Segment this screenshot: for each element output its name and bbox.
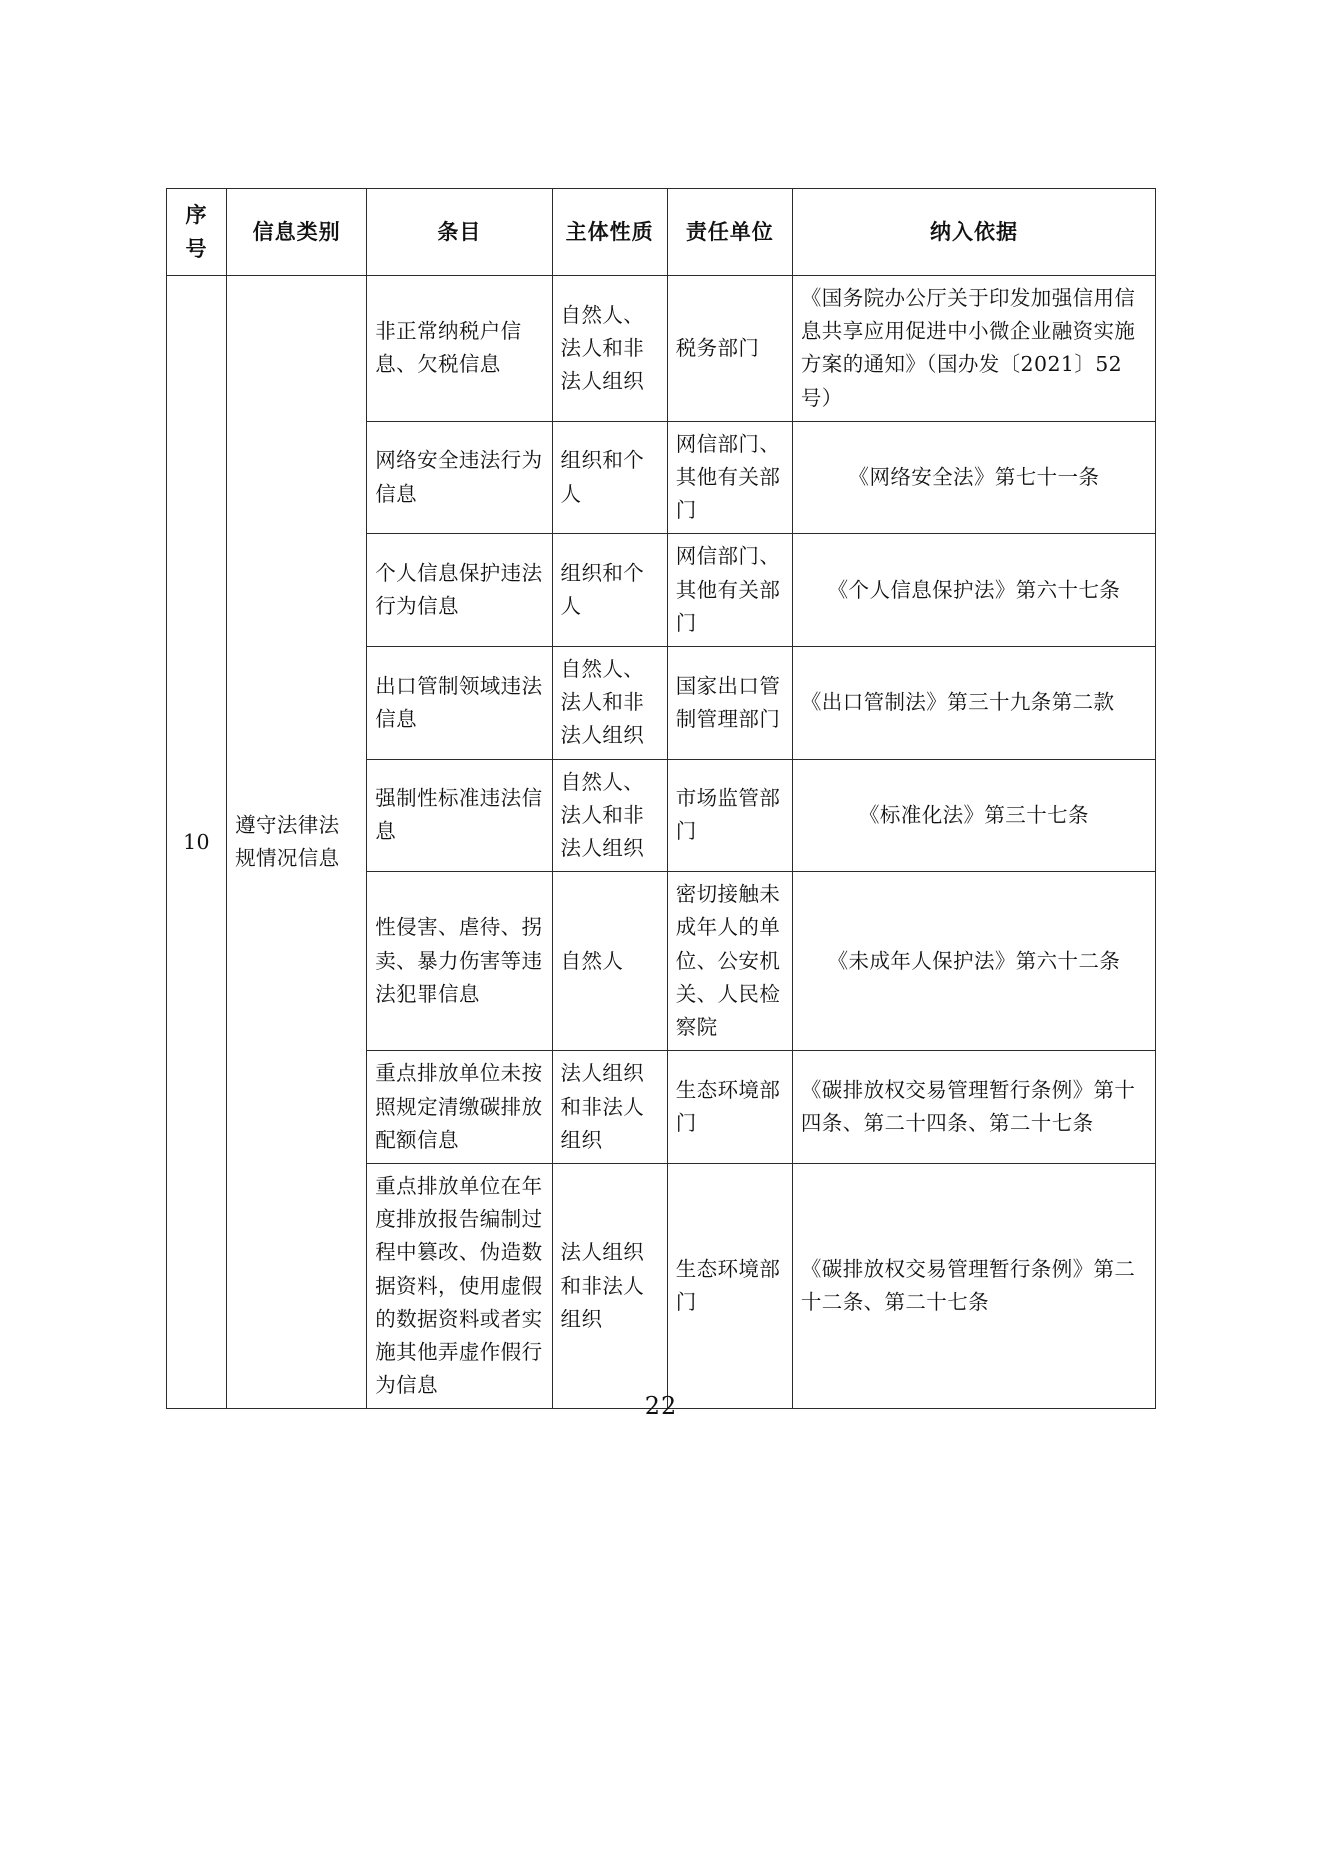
cell-inclusion-basis: 《个人信息保护法》第六十七条 xyxy=(792,534,1155,647)
table-row xyxy=(167,276,1156,422)
cell-sequence-number: 10 xyxy=(167,276,227,1409)
page-number: 22 xyxy=(644,1392,678,1420)
column-header-sequence xyxy=(167,189,227,276)
column-header-subject-nature: 主体性质 xyxy=(552,189,667,276)
cell-responsible-unit: 网信部门、其他有关部门 xyxy=(667,421,792,534)
cell-item: 出口管制领域违法信息 xyxy=(367,647,552,760)
cell-inclusion-basis: 《网络安全法》第七十一条 xyxy=(792,421,1155,534)
cell-information-category: 遵守法律法规情况信息 xyxy=(227,276,367,1409)
cell-item: 个人信息保护违法行为信息 xyxy=(367,534,552,647)
cell-responsible-unit: 密切接触未成年人的单位、公安机关、人民检察院 xyxy=(667,872,792,1051)
cell-item: 性侵害、虐待、拐卖、暴力伤害等违法犯罪信息 xyxy=(367,872,552,1051)
cell-responsible-unit: 生态环境部门 xyxy=(667,1163,792,1408)
cell-responsible-unit: 生态环境部门 xyxy=(667,1051,792,1164)
credit-information-table xyxy=(166,188,1156,1409)
cell-subject-nature: 法人组织和非法人组织 xyxy=(552,1163,667,1408)
column-header-sequence-line2: 号 xyxy=(185,236,208,262)
cell-item: 重点排放单位在年度排放报告编制过程中篡改、伪造数据资料，使用虚假的数据资料或者实施其他弄虚作假行为信息 xyxy=(367,1163,552,1408)
cell-responsible-unit: 税务部门 xyxy=(667,276,792,422)
cell-inclusion-basis: 《未成年人保护法》第六十二条 xyxy=(792,872,1155,1051)
cell-item: 网络安全违法行为信息 xyxy=(367,421,552,534)
cell-subject-nature: 组织和个人 xyxy=(552,534,667,647)
credit-information-table-wrapper xyxy=(166,188,1156,1409)
table-body xyxy=(167,276,1156,1409)
cell-subject-nature: 自然人、法人和非法人组织 xyxy=(552,276,667,422)
cell-inclusion-basis: 《出口管制法》第三十九条第二款 xyxy=(792,647,1155,760)
cell-inclusion-basis: 《碳排放权交易管理暂行条例》第二十二条、第二十七条 xyxy=(792,1163,1155,1408)
cell-subject-nature: 自然人、法人和非法人组织 xyxy=(552,759,667,872)
table-header-row xyxy=(167,189,1156,276)
cell-inclusion-basis: 《碳排放权交易管理暂行条例》第十四条、第二十四条、第二十七条 xyxy=(792,1051,1155,1164)
table-header xyxy=(167,189,1156,276)
cell-item: 强制性标准违法信息 xyxy=(367,759,552,872)
column-header-sequence-line1: 序 xyxy=(185,202,208,227)
column-header-category: 信息类别 xyxy=(227,189,367,276)
column-header-inclusion-basis: 纳入依据 xyxy=(792,189,1155,276)
cell-responsible-unit: 网信部门、其他有关部门 xyxy=(667,534,792,647)
cell-item: 重点排放单位未按照规定清缴碳排放配额信息 xyxy=(367,1051,552,1164)
cell-subject-nature: 自然人 xyxy=(552,872,667,1051)
cell-inclusion-basis: 《标准化法》第三十七条 xyxy=(792,759,1155,872)
cell-responsible-unit: 市场监管部门 xyxy=(667,759,792,872)
cell-subject-nature: 自然人、法人和非法人组织 xyxy=(552,647,667,760)
cell-item: 非正常纳税户信息、欠税信息 xyxy=(367,276,552,422)
cell-responsible-unit: 国家出口管制管理部门 xyxy=(667,647,792,760)
cell-subject-nature: 组织和个人 xyxy=(552,421,667,534)
column-header-item: 条目 xyxy=(367,189,552,276)
cell-inclusion-basis: 《国务院办公厅关于印发加强信用信息共享应用促进中小微企业融资实施方案的通知》（国办发〔2021〕52号） xyxy=(792,276,1155,422)
column-header-responsible-unit: 责任单位 xyxy=(667,189,792,276)
cell-subject-nature: 法人组织和非法人组织 xyxy=(552,1051,667,1164)
